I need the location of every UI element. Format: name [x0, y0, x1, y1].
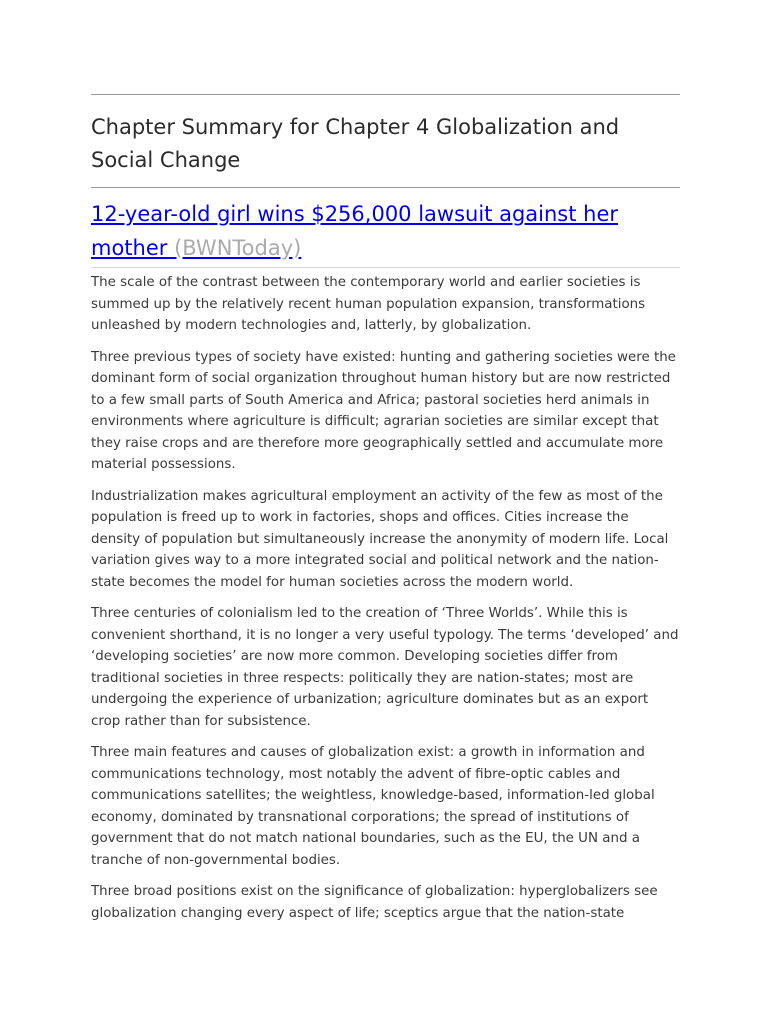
chapter-title: Chapter Summary for Chapter 4 Globalization and Social Change: [91, 115, 620, 172]
paragraph-3: Industrialization makes agricultural employment an activity of the few as most of the population is freed up to work in factories, shops and offices. Cities increase the density of population but simultaneously increase the anonymity of modern life. Local variation gives way to a more integrated social and political network and the nation-state becomes the model for human societies across the modern world.: [91, 488, 669, 590]
top-divider: [91, 94, 680, 95]
headline-source: (BWNToday): [174, 236, 302, 260]
headline-link[interactable]: [91, 202, 618, 260]
paragraph-4: Three centuries of colonialism led to the creation of ‘Three Worlds’. While this is convenient shorthand, it is no longer a very useful typology. The terms ‘developed’ and ‘developing societies’ are now more common. Developing societies differ from traditional societies in three respects: politically they are nation-states; most are undergoing the experience of urbanization; agriculture dominates but as an export crop rather than for subsistence.: [91, 606, 679, 729]
headline-link-text: 12-year-old girl wins $256,000 lawsuit against her mother: [91, 202, 619, 260]
headline-divider: [91, 267, 680, 268]
summary-body: [91, 272, 680, 924]
paragraph-2: Three previous types of society have existed: hunting and gathering societies were the dominant form of social organization throughout human history but are now restricted to a few small parts of South America and Africa; pastoral societies herd animals in environments where agriculture is difficult; agrarian societies are similar except that they raise crops and are therefore more geographically settled and accumulate more material possessions.: [91, 349, 676, 472]
paragraph-5: Three main features and causes of globalization exist: a growth in information and communications technology, most notably the advent of fibre-optic cables and communications satellites; the weightless, knowledge-based, information-led global economy, dominated by transnational corporations; the spread of institutions of government that do not match national boundaries, such as the EU, the UN and a tranche of non-governmental bodies.: [91, 745, 655, 868]
document-page: [91, 0, 680, 924]
title-divider: [91, 187, 680, 188]
paragraph-6: Three broad positions exist on the significance of globalization: hyperglobalizers see globalization changing every aspect of life; sceptics argue that the nation-state: [91, 884, 658, 921]
paragraph-1: The scale of the contrast between the contemporary world and earlier societies is summed up by the relatively recent human population expansion, transformations unleashed by modern technologies and, latterly, by globalization.: [91, 275, 646, 333]
headline: [91, 197, 680, 265]
